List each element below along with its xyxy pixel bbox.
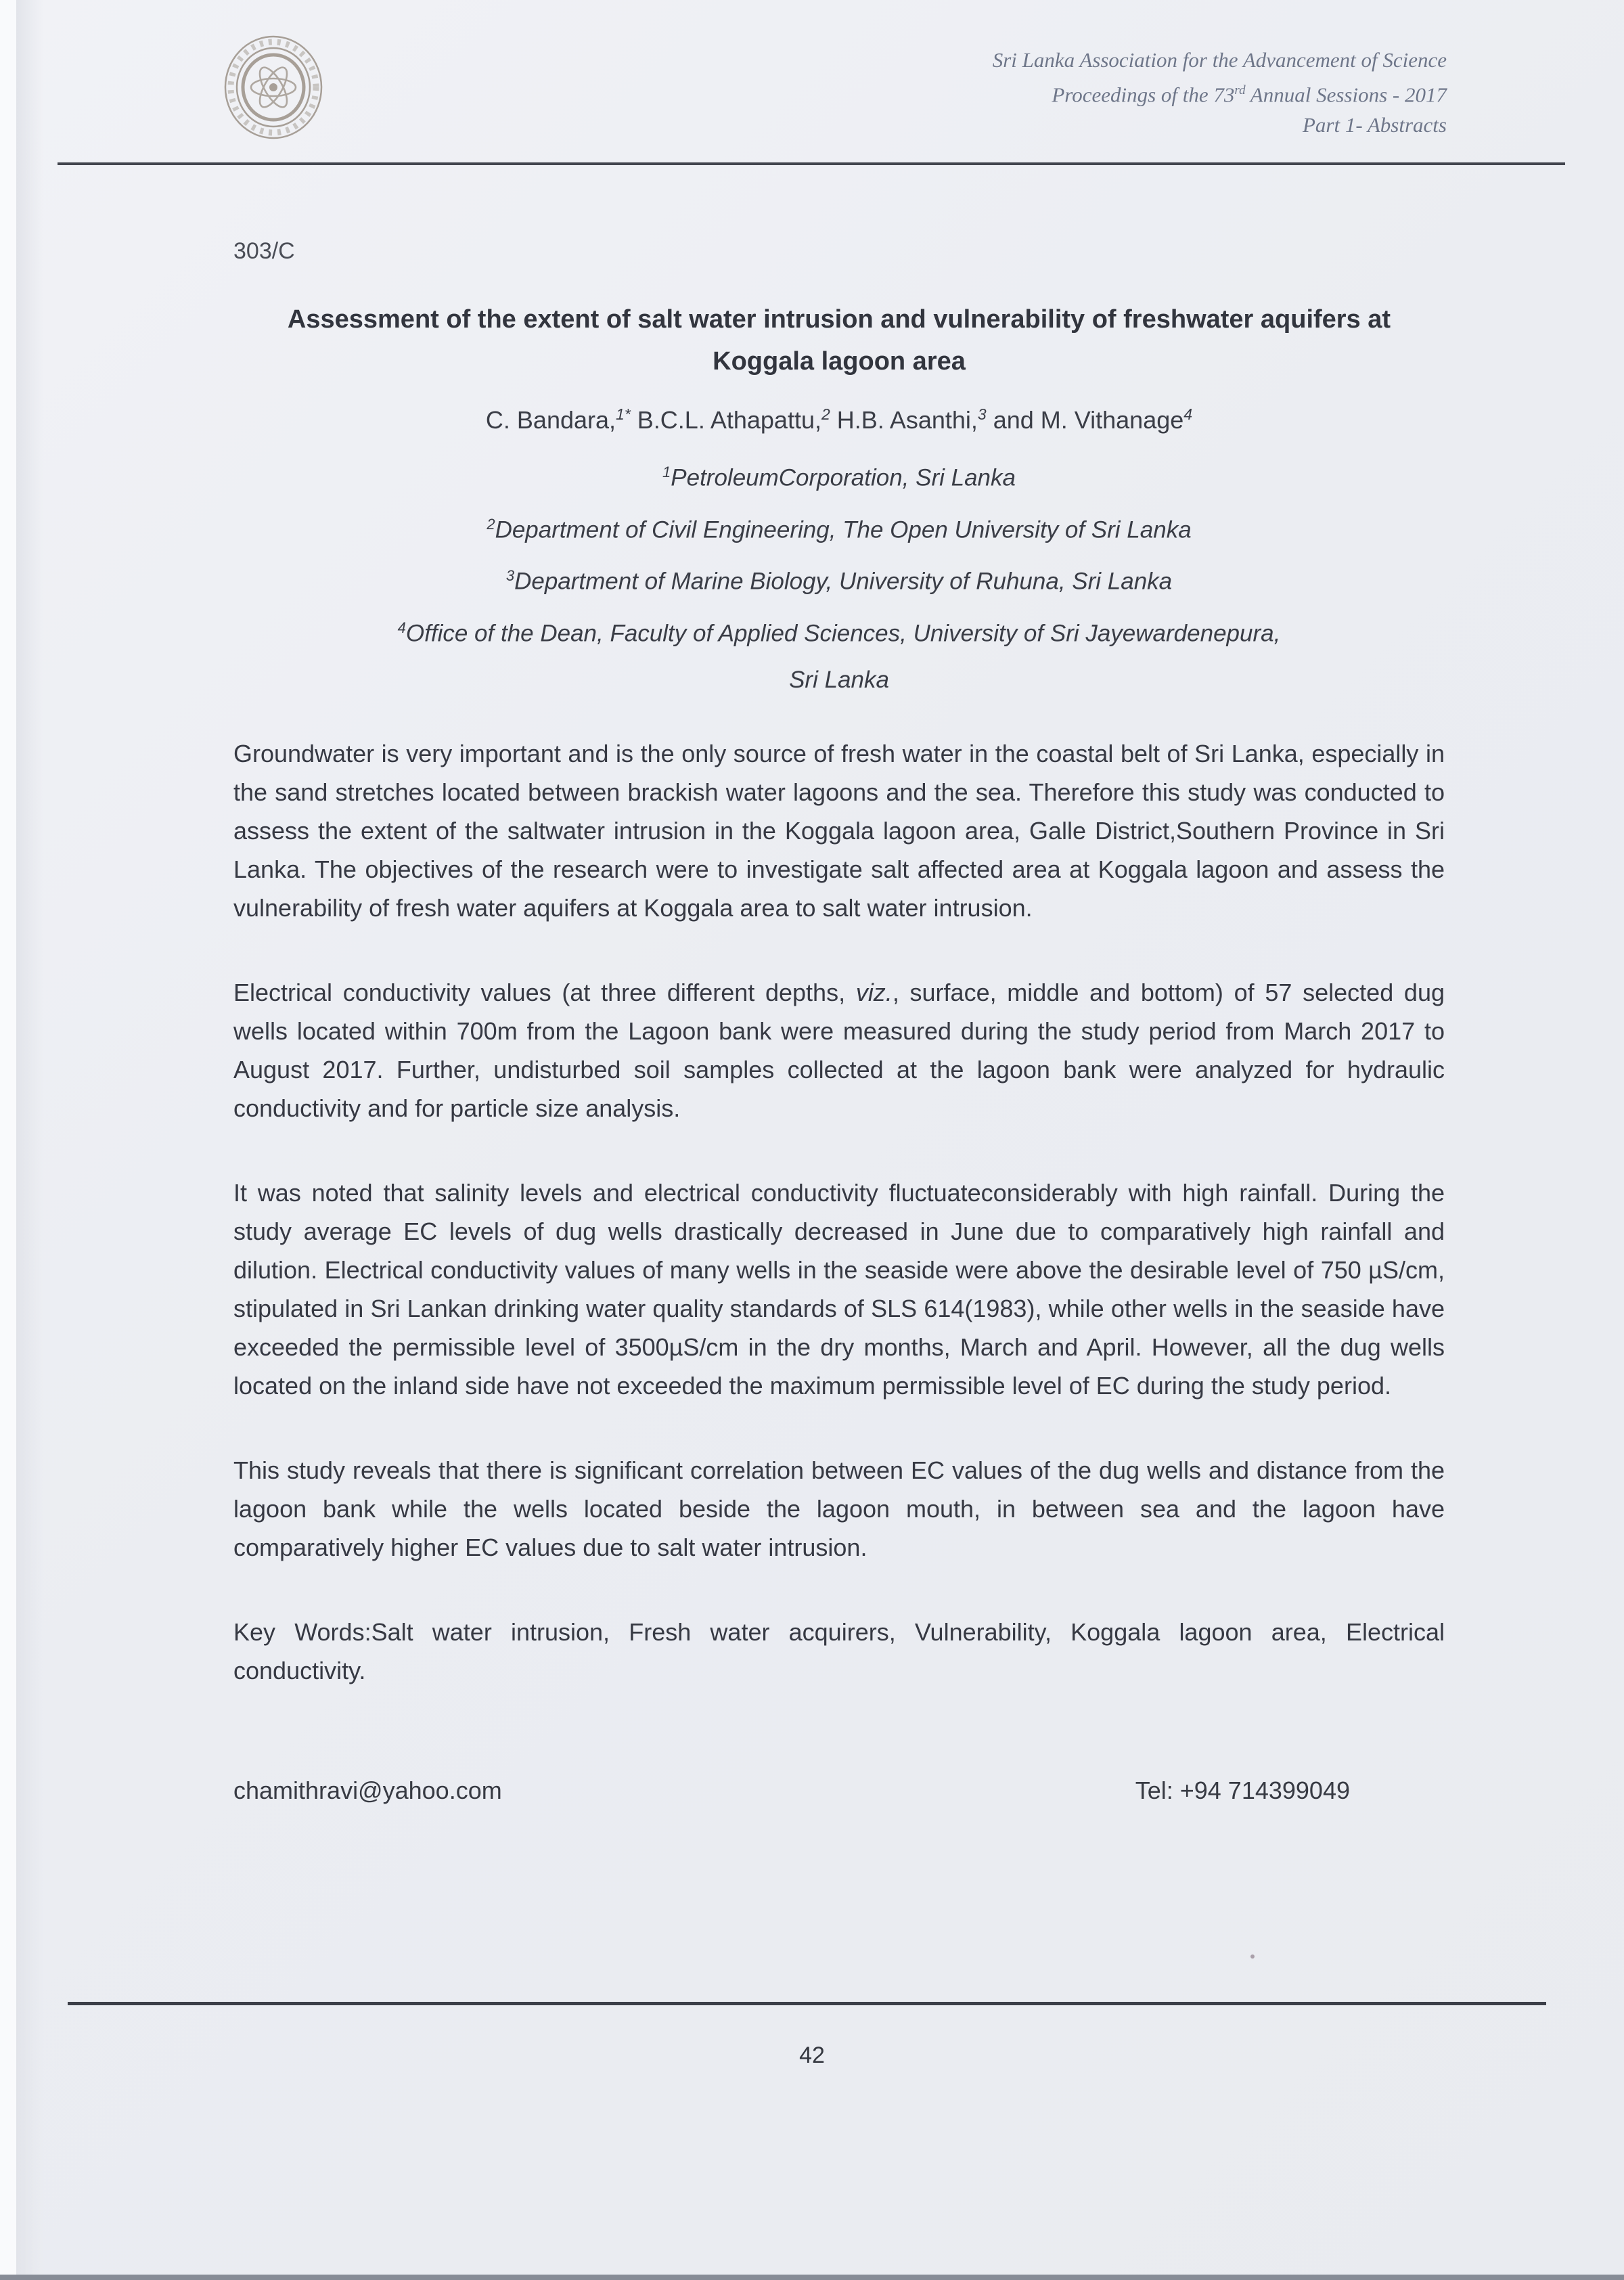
- affiliation-mark: 3: [505, 567, 515, 585]
- affiliation-mark: 1: [662, 464, 671, 480]
- page-number: 42: [799, 2042, 825, 2068]
- scan-bottom-edge: [0, 2275, 1624, 2280]
- affiliation: $^1$PetroleumCorporation, Sri Lanka: [662, 464, 1016, 491]
- scan-speck: [1250, 1954, 1255, 1959]
- footer-divider: [68, 2002, 1546, 2005]
- author-affiliation-mark: 4: [1183, 405, 1193, 423]
- paragraph-results: It was noted that salinity levels and electrical conductivity fluctuateconsiderably with high rainfall. During the study average EC levels of dug wells drastically decreased in June due to comparatively high rainfall and dilution. Electrical conductivity values of many wells in the seaside were above the desirable level of 750 µS/cm, stipulated in Sri Lankan drinking water quality standards of SLS 614(1983), while other wells in the seaside have exceeded the permissible level of 3500µS/cm in the dry months, March and April. However, all the dug wells located on the inland side have not exceeded the maximum permissible level of EC during the study period.: [233, 1178, 1445, 1400]
- scan-left-shadow: [16, 0, 43, 2280]
- header-part-line: Part 1- Abstracts: [1303, 113, 1447, 137]
- paragraph-introduction: Groundwater is very important and is the only source of fresh water in the coastal belt of Sri Lanka, especially in the sand stretches located between brackish water lagoons and the sea. Therefore this study was conducted to assess the extent of the saltwater intrusion in the Koggala lagoon area, Galle District,Southern Province in Sri Lanka. The objectives of the research were to investigate salt affected area at Koggala lagoon and assess the vulnerability of fresh water aquifers at Koggala area to salt water intrusion.: [233, 739, 1445, 922]
- affiliation-mark: 2: [487, 515, 495, 533]
- paragraph-conclusion: This study reveals that there is significant correlation between EC values of the dug wells and distance from the lagoon bank while the wells located beside the lagoon mouth, in between sea and the lagoon have comparatively higher EC values due to salt water intrusion.: [233, 1456, 1445, 1561]
- paper-title-line1: Assessment of the extent of salt water intrusion and vulnerability of freshwater aquifers at: [287, 305, 1391, 334]
- paper-title: [233, 298, 1445, 382]
- affiliation: Sri Lanka: [789, 666, 889, 693]
- affiliation: $^2$Department of Civil Engineering, The Open University of Sri Lanka: [487, 515, 1192, 543]
- contact-email: chamithravi@yahoo.com: [233, 1776, 502, 1804]
- affiliation-list: [233, 449, 1445, 703]
- scan-left-edge: [0, 0, 16, 2280]
- contact-row: [233, 1776, 1445, 1805]
- latin-abbreviation: viz.: [855, 978, 893, 1006]
- paragraph-methods: Electrical conductivity values (at three different depths, viz., surface, middle and bottom) of 57 selected dug wells located within 700m from the Lagoon bank were measured during the study period from March 2017 to August 2017. Further, undisturbed soil samples collected at the lagoon bank were analyzed for hydraulic conductivity and for particle size analysis.: [233, 978, 1445, 1122]
- affiliation-mark: 4: [397, 619, 406, 636]
- author-affiliation-mark: 2: [821, 405, 830, 423]
- contact-telephone: Tel: +94 714399049: [1135, 1776, 1350, 1804]
- author: C. Bandara,$^{1*}$: [485, 405, 631, 434]
- ordinal-superscript: rd: [1234, 83, 1246, 97]
- slaas-seal-logo-icon: [222, 32, 325, 142]
- header-divider: [58, 162, 1565, 165]
- keywords: Key Words:Salt water intrusion, Fresh water acquirers, Vulnerability, Koggala lagoon area, Electrical conductivity.: [233, 1617, 1445, 1684]
- author: and M. Vithanage$^4$: [993, 405, 1193, 434]
- author: B.C.L. Athapattu,$^2$: [637, 405, 830, 434]
- header-org-line: Sri Lanka Association for the Advancement of Science: [992, 48, 1447, 72]
- author-affiliation-mark: 1*: [616, 405, 631, 423]
- author-list: [233, 405, 1445, 434]
- abstract-body: [233, 238, 1445, 1805]
- abstract-number: 303/C: [233, 238, 295, 264]
- author-affiliation-mark: 3: [977, 405, 987, 423]
- proceedings-header: [993, 45, 1447, 140]
- affiliation: $^3$Department of Marine Biology, University of Ruhuna, Sri Lanka: [505, 567, 1173, 595]
- header-proceedings-line: Proceedings of the 73rd Annual Sessions - 2017: [1052, 83, 1447, 107]
- author: H.B. Asanthi,$^3$: [836, 405, 987, 434]
- paper-title-line2: Koggala lagoon area: [713, 347, 966, 376]
- affiliation: $^4$Office of the Dean, Faculty of Applied Sciences, University of Sri Jayewardenepura,: [397, 619, 1281, 647]
